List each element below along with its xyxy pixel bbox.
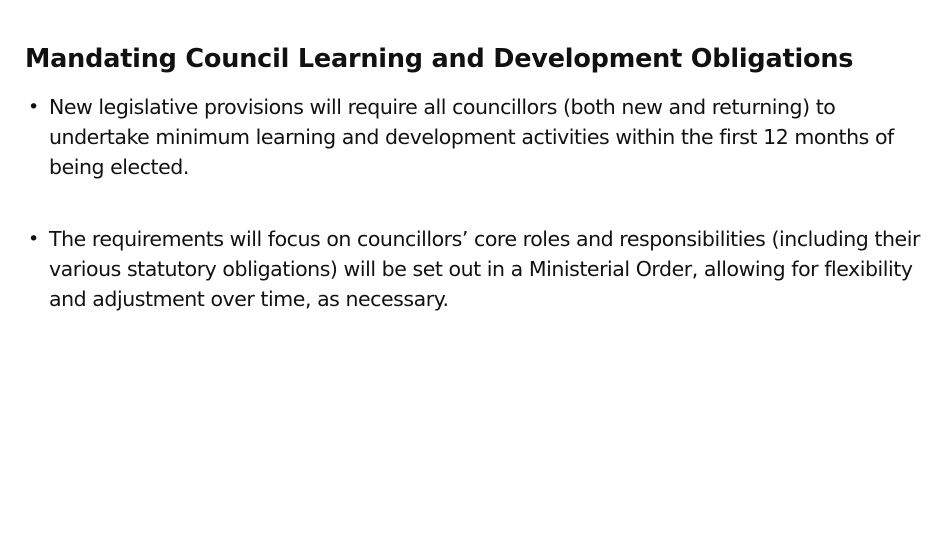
bullet-icon: • — [28, 96, 40, 118]
bullet-item-legislative-provisions — [28, 92, 928, 182]
bullet-text: New legislative provisions will require all councillors (both new and returning) to undertake minimum learning and development activities within the first 12 months of being elected. — [49, 95, 894, 179]
bullet-icon: • — [28, 228, 40, 250]
bullet-text: The requirements will focus on councillors’ core roles and responsibilities (including their various statutory obligations) will be set out in a Ministerial Order, allowing for flexibility and adjustment over time, as necessary. — [49, 227, 920, 311]
bullet-item-requirements-focus — [28, 224, 928, 314]
slide-title: Mandating Council Learning and Development Obligations — [25, 44, 854, 74]
bullet-list — [28, 92, 928, 356]
